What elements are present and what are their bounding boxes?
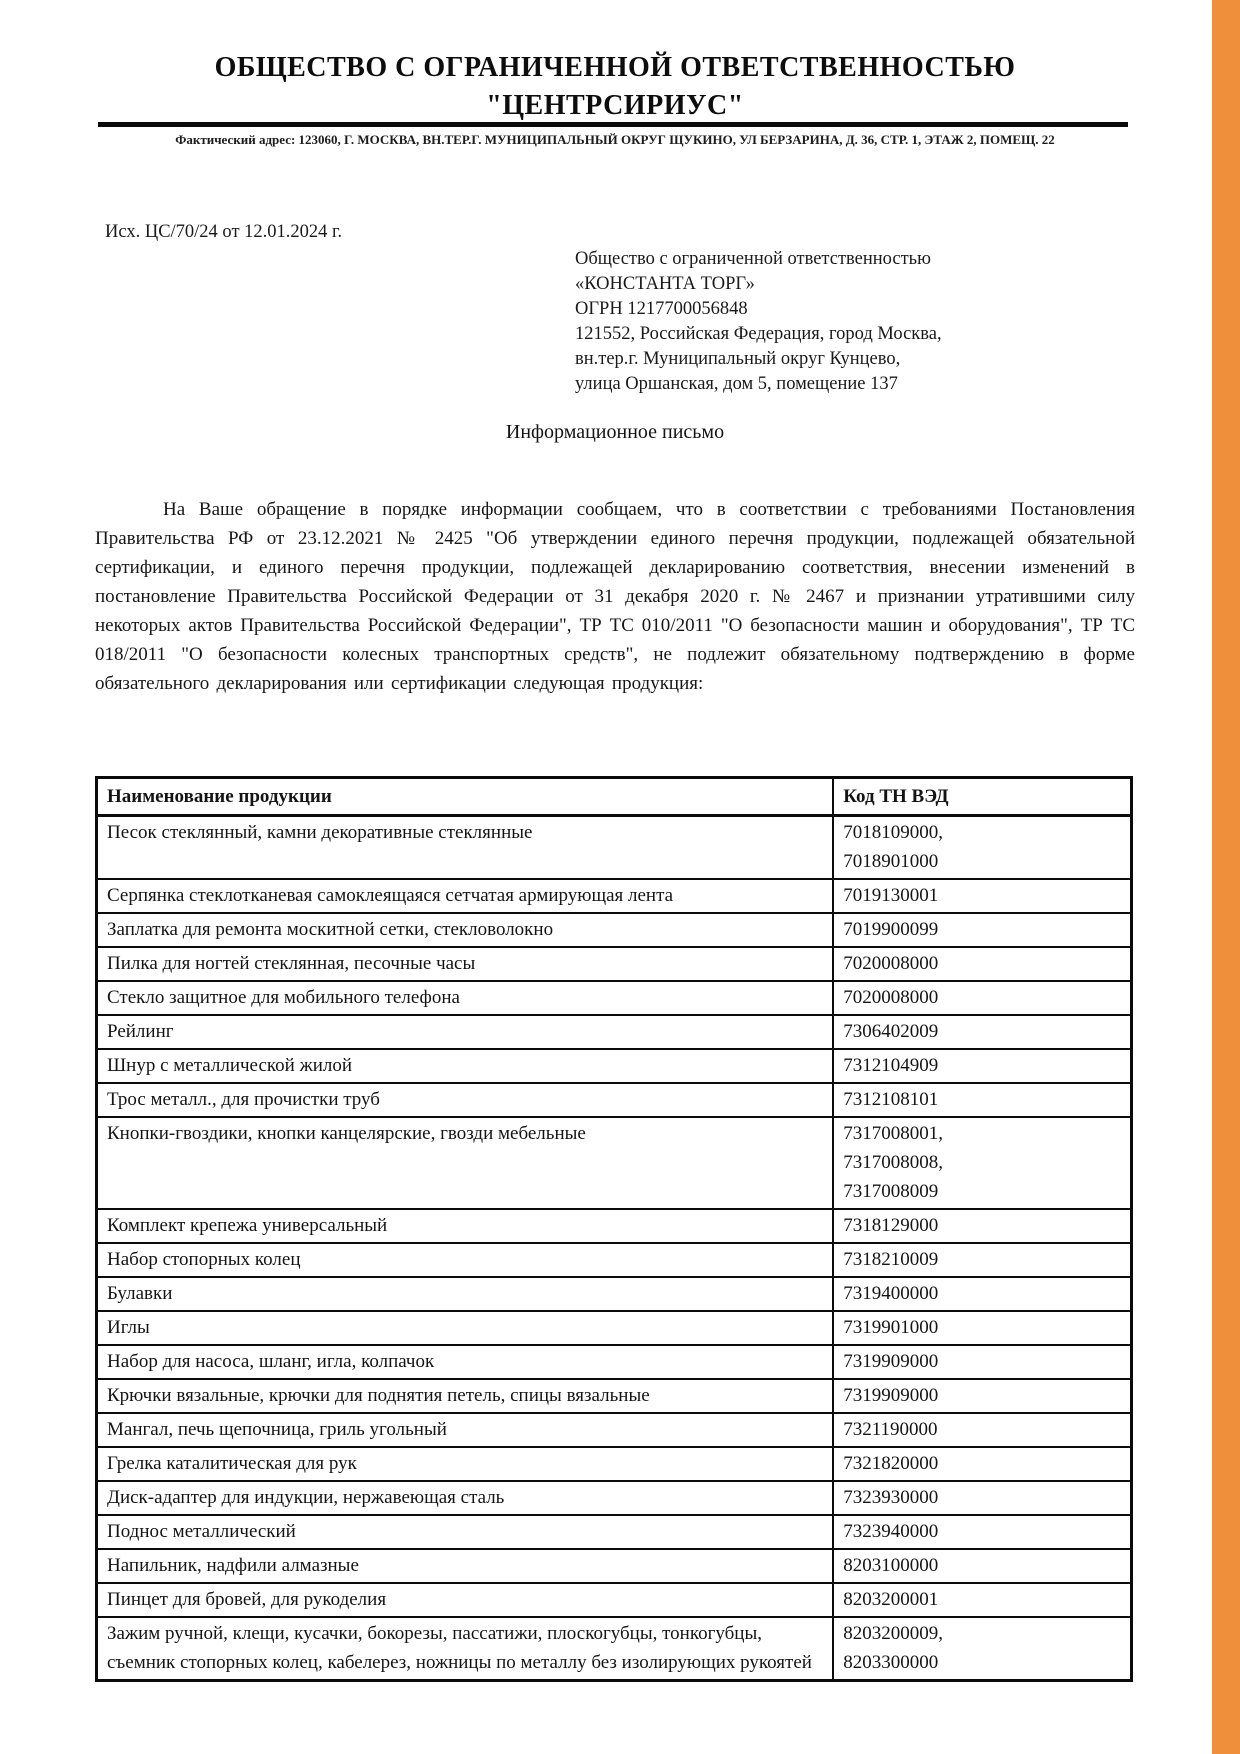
product-name-cell: Песок стеклянный, камни декоративные стеклянные [97, 816, 834, 880]
product-code-line: 7306402009 [843, 1021, 939, 1042]
table-row [97, 981, 1132, 1015]
product-code-line: 8203200009, [843, 1623, 943, 1644]
product-code-cell [833, 1015, 1131, 1049]
product-code-line: 7319909000 [843, 1385, 939, 1406]
product-code-line: 7318129000 [843, 1215, 939, 1236]
table-row [97, 1617, 1132, 1681]
product-table-body [97, 816, 1132, 1681]
product-code-cell [833, 1243, 1131, 1277]
table-row [97, 1311, 1132, 1345]
letterhead-divider [98, 122, 1128, 127]
product-code-line: 7020008000 [843, 987, 939, 1008]
product-code-line: 7319901000 [843, 1317, 939, 1338]
product-code-line: 8203100000 [843, 1555, 939, 1576]
product-name-cell: Заплатка для ремонта москитной сетки, стекловолокно [97, 913, 834, 947]
product-name-cell: Зажим ручной, клещи, кусачки, бокорезы, пассатижи, плоскогубцы, тонкогубцы, съемник стопорных колец, кабелерез, ножницы по металлу без изолирующих рукоятей [97, 1617, 834, 1681]
product-code-cell [833, 913, 1131, 947]
company-name-line2: "ЦЕНТРСИРИУС" [486, 90, 744, 121]
product-code-cell [833, 1515, 1131, 1549]
product-code-cell [833, 1083, 1131, 1117]
page-edge-accent-stripe [1212, 0, 1240, 1754]
product-name-cell: Булавки [97, 1277, 834, 1311]
table-row [97, 1083, 1132, 1117]
product-code-cell [833, 1209, 1131, 1243]
company-name-line1: ОБЩЕСТВО С ОГРАНИЧЕННОЙ ОТВЕТСТВЕННОСТЬЮ [214, 52, 1016, 83]
product-code-cell [833, 1583, 1131, 1617]
product-name-cell: Набор для насоса, шланг, игла, колпачок [97, 1345, 834, 1379]
product-code-line: 7019900099 [843, 919, 939, 940]
table-row [97, 1277, 1132, 1311]
product-name-cell: Кнопки-гвоздики, кнопки канцелярские, гвозди мебельные [97, 1117, 834, 1209]
product-code-cell [833, 1117, 1131, 1209]
product-code-line: 7317008009 [843, 1181, 939, 1202]
product-code-cell [833, 1277, 1131, 1311]
table-row [97, 1243, 1132, 1277]
table-header-row [97, 778, 1132, 816]
recipient-block [575, 247, 1135, 397]
product-code-cell [833, 1549, 1131, 1583]
body-paragraph: На Ваше обращение в порядке информации сообщаем, что в соответствии с требованиями Постановления Правительства РФ от 23.12.2021 № 2425 "Об утверждении единого перечня продукции, подлежащей обязательной сертификации, и единого перечня продукции, подлежащей декларированию соответствия, внесении изменений в постановление Правительства Российской Федерации от 31 декабря 2020 г. № 2467 и признании утратившими силу некоторых актов Правительства Российской Федерации", ТР ТС 010/2011 "О безопасности машин и оборудования", ТР ТС 018/2011 "О безопасности колесных транспортных средств", не подлежит обязательному подтверждению в форме обязательного декларирования или сертификации следующая продукция: [95, 499, 1135, 694]
table-row [97, 1583, 1132, 1617]
table-row [97, 913, 1132, 947]
recipient-line: ОГРН 1217700056848 [575, 299, 748, 319]
table-row [97, 1345, 1132, 1379]
product-code-line: 7319400000 [843, 1283, 939, 1304]
product-name-cell: Рейлинг [97, 1015, 834, 1049]
product-code-line: 7312104909 [843, 1055, 939, 1076]
product-code-line: 7321190000 [843, 1419, 938, 1440]
product-name-cell: Серпянка стеклотканевая самоклеящаяся сетчатая армирующая лента [97, 879, 834, 913]
product-name-cell: Стекло защитное для мобильного телефона [97, 981, 834, 1015]
product-code-line: 8203200001 [843, 1589, 939, 1610]
table-row [97, 1379, 1132, 1413]
product-name-cell: Пинцет для бровей, для рукоделия [97, 1583, 834, 1617]
product-code-cell [833, 816, 1131, 880]
product-code-line: 7318210009 [843, 1249, 939, 1270]
outgoing-reference: Исх. ЦС/70/24 от 12.01.2024 г. [105, 222, 343, 242]
table-row [97, 1015, 1132, 1049]
table-header-code: Код ТН ВЭД [833, 778, 1131, 816]
product-code-cell [833, 1379, 1131, 1413]
table-row [97, 879, 1132, 913]
product-name-cell: Шнур с металлической жилой [97, 1049, 834, 1083]
product-code-cell [833, 1311, 1131, 1345]
table-row [97, 1447, 1132, 1481]
product-code-line: 7312108101 [843, 1089, 939, 1110]
product-code-line: 7319909000 [843, 1351, 939, 1372]
table-row [97, 816, 1132, 880]
product-code-cell [833, 1617, 1131, 1681]
recipient-line: 121552, Российская Федерация, город Москва, [575, 324, 942, 344]
table-row [97, 1117, 1132, 1209]
recipient-line: «КОНСТАНТА ТОРГ» [575, 274, 755, 294]
table-row [97, 1209, 1132, 1243]
recipient-line: вн.тер.г. Муниципальный округ Кунцево, [575, 349, 901, 369]
company-address: Фактический адрес: 123060, Г. МОСКВА, ВН.ТЕР.Г. МУНИЦИПАЛЬНЫЙ ОКРУГ ЩУКИНО, УЛ БЕРЗАРИНА, Д. 36, СТР. 1, ЭТАЖ 2, ПОМЕЩ. 22 [175, 132, 1055, 147]
product-name-cell: Напильник, надфили алмазные [97, 1549, 834, 1583]
product-name-cell: Трос металл., для прочистки труб [97, 1083, 834, 1117]
product-name-cell: Грелка каталитическая для рук [97, 1447, 834, 1481]
product-code-cell [833, 1447, 1131, 1481]
table-row [97, 1481, 1132, 1515]
product-name-cell: Комплект крепежа универсальный [97, 1209, 834, 1243]
recipient-line: Общество с ограниченной ответственностью [575, 249, 931, 269]
product-name-cell: Мангал, печь щепочница, гриль угольный [97, 1413, 834, 1447]
table-row [97, 1549, 1132, 1583]
table-row [97, 1049, 1132, 1083]
letter-title: Информационное письмо [505, 421, 725, 443]
product-code-line: 7317008001, [843, 1123, 943, 1144]
product-code-line: 7323930000 [843, 1487, 939, 1508]
table-row [97, 1413, 1132, 1447]
product-name-cell: Диск-адаптер для индукции, нержавеющая сталь [97, 1481, 834, 1515]
product-code-line: 7019130001 [843, 885, 939, 906]
product-code-cell [833, 879, 1131, 913]
product-code-cell [833, 981, 1131, 1015]
product-code-line: 8203300000 [843, 1652, 939, 1673]
product-code-line: 7020008000 [843, 953, 939, 974]
product-code-line: 7321820000 [843, 1453, 939, 1474]
product-name-cell: Набор стопорных колец [97, 1243, 834, 1277]
product-code-line: 7018109000, [843, 822, 943, 843]
product-code-cell [833, 1481, 1131, 1515]
table-row [97, 947, 1132, 981]
product-code-cell [833, 1049, 1131, 1083]
product-table [95, 776, 1133, 1682]
product-code-cell [833, 1345, 1131, 1379]
product-name-cell: Поднос металлический [97, 1515, 834, 1549]
product-name-cell: Пилка для ногтей стеклянная, песочные часы [97, 947, 834, 981]
product-code-cell [833, 1413, 1131, 1447]
product-code-line: 7323940000 [843, 1521, 939, 1542]
table-header-product-name: Наименование продукции [97, 778, 834, 816]
product-name-cell: Иглы [97, 1311, 834, 1345]
recipient-line: улица Оршанская, дом 5, помещение 137 [575, 374, 898, 394]
product-code-line: 7018901000 [843, 851, 939, 872]
product-code-line: 7317008008, [843, 1152, 943, 1173]
table-row [97, 1515, 1132, 1549]
product-code-cell [833, 947, 1131, 981]
product-name-cell: Крючки вязальные, крючки для поднятия петель, спицы вязальные [97, 1379, 834, 1413]
